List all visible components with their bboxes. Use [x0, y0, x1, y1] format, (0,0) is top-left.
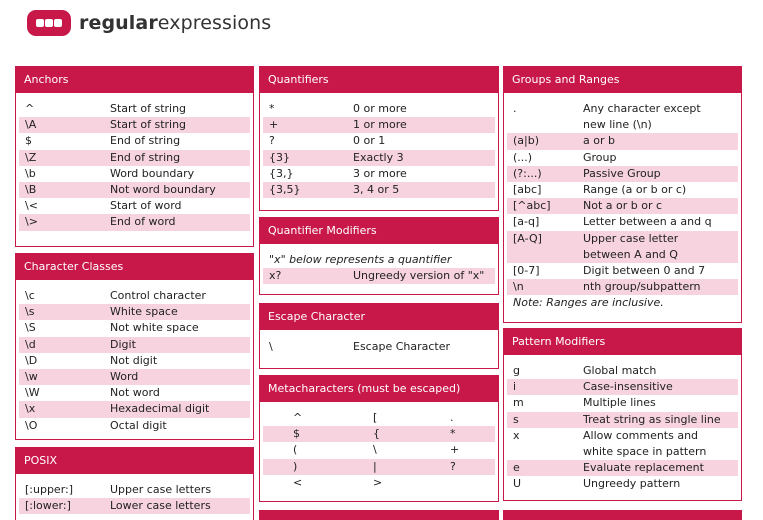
row-description: new line (\n)	[583, 118, 652, 132]
row-code: g	[513, 364, 520, 377]
row-code: s	[513, 412, 519, 426]
row-description: Letter between a and q	[583, 215, 712, 229]
row-description: Start of word	[110, 199, 182, 213]
table-row	[19, 166, 250, 182]
row-description: 3 or more	[353, 166, 407, 180]
logo-wordmark	[79, 12, 271, 34]
quantifier-modifiers-panel	[259, 217, 499, 295]
row-description: Treat string as single line	[583, 412, 721, 426]
row-description: nth group/subpattern	[583, 280, 701, 294]
row-description: white space in pattern	[583, 444, 707, 458]
metacharacter-cell: {	[373, 427, 380, 441]
row-code: \b	[25, 166, 36, 180]
row-description: 0 or 1	[353, 134, 386, 148]
metacharacters-title: Metacharacters (must be escaped)	[260, 376, 498, 402]
table-row	[19, 150, 250, 166]
metacharacter-cell: $	[293, 427, 300, 441]
row-description: between A and Q	[583, 247, 678, 261]
metacharacter-row	[263, 410, 495, 426]
anchors-panel	[15, 66, 254, 247]
table-row	[507, 133, 738, 149]
pattern-modifiers-panel	[503, 328, 742, 501]
groups-ranges-table	[507, 101, 738, 295]
row-code	[507, 117, 583, 133]
row-description: Digit between 0 and 7	[583, 263, 706, 277]
table-row	[19, 385, 250, 401]
special-characters-panel	[259, 510, 499, 520]
quantifiers-title: Quantifiers	[260, 67, 498, 93]
logo-word-regular: regular	[79, 12, 158, 34]
row-description: Allow comments and	[583, 428, 699, 442]
quantifier-modifiers-note: "x" below represents a quantifier	[269, 253, 452, 266]
row-code: \W	[25, 386, 40, 400]
metacharacter-cell: )	[293, 459, 298, 473]
logo-icon	[27, 10, 71, 36]
row-code: \<	[25, 199, 38, 213]
row-code: m	[513, 396, 524, 410]
groups-ranges-body	[504, 93, 741, 311]
row-code: ?	[269, 134, 275, 148]
row-description: Not white space	[110, 321, 199, 335]
table-row	[19, 418, 250, 434]
row-description: Upper case letter	[583, 231, 679, 245]
row-code: +	[269, 118, 279, 132]
metacharacter-cell: <	[293, 475, 303, 489]
row-code: x?	[269, 269, 282, 283]
table-row	[507, 214, 738, 230]
row-description: Lower case letters	[110, 499, 211, 513]
metacharacters-panel	[259, 375, 499, 502]
row-code: (a|b)	[513, 134, 540, 148]
row-description: Digit	[110, 337, 136, 351]
table-row	[507, 247, 738, 263]
row-description: 1 or more	[353, 118, 407, 132]
row-code: {3,}	[269, 166, 294, 180]
table-row	[19, 482, 250, 498]
table-row	[507, 198, 738, 214]
metacharacter-cell: (	[293, 443, 298, 457]
table-row	[507, 460, 738, 476]
row-description: Escape Character	[353, 340, 451, 353]
metacharacter-cell: ?	[450, 459, 456, 473]
metacharacter-row	[263, 459, 495, 475]
row-description: Hexadecimal digit	[110, 402, 210, 416]
row-code: U	[513, 477, 522, 491]
row-code: [0-7]	[513, 263, 540, 277]
metacharacter-cell	[450, 475, 499, 491]
row-code: [:upper:]	[25, 483, 74, 496]
table-row	[19, 182, 250, 198]
row-code	[507, 444, 583, 460]
row-description: Control character	[110, 289, 206, 302]
table-row	[19, 214, 250, 230]
table-row	[507, 395, 738, 411]
row-description: Group	[583, 150, 617, 164]
row-code: i	[513, 380, 517, 394]
row-code: \Z	[25, 150, 37, 164]
row-description: Not word boundary	[110, 182, 216, 196]
anchors-table	[16, 93, 253, 231]
row-description: Word boundary	[110, 166, 195, 180]
row-description: Octal digit	[110, 418, 167, 432]
row-description: White space	[110, 305, 178, 319]
table-row	[19, 117, 250, 133]
table-row	[19, 101, 250, 117]
metacharacter-cell: >	[373, 475, 383, 489]
row-description: Not a or b or c	[583, 199, 663, 213]
row-description: Multiple lines	[583, 396, 656, 410]
pattern-modifiers-title: Pattern Modifiers	[504, 329, 741, 355]
row-description: Exactly 3	[353, 150, 404, 164]
table-row	[263, 117, 495, 133]
row-description: Start of string	[110, 118, 187, 132]
row-code: {3,5}	[269, 182, 301, 196]
table-row	[263, 133, 495, 149]
logo[interactable]	[27, 10, 271, 36]
metacharacter-cell: \	[373, 443, 377, 457]
metacharacter-cell: ^	[293, 411, 303, 424]
groups-ranges-note: Note: Ranges are inclusive.	[513, 296, 664, 310]
table-row	[507, 150, 738, 166]
metacharacter-row	[263, 442, 495, 458]
table-row	[263, 339, 495, 355]
metacharacter-cell: +	[450, 443, 460, 457]
metacharacters-grid	[260, 402, 498, 491]
row-code: \>	[25, 215, 38, 229]
row-code: e	[513, 461, 520, 475]
row-code: \d	[25, 337, 36, 351]
groups-ranges-panel	[503, 66, 742, 323]
table-row	[507, 279, 738, 295]
table-row	[19, 353, 250, 369]
row-code: \n	[513, 280, 524, 294]
special-characters-title	[260, 511, 498, 520]
row-description: 0 or more	[353, 102, 407, 115]
pattern-modifiers-table	[504, 355, 741, 493]
row-description: Any character except	[583, 102, 701, 115]
row-description: Not digit	[110, 353, 158, 367]
row-code: [A-Q]	[513, 231, 542, 245]
row-code: [:lower:]	[25, 499, 71, 513]
row-description: Global match	[583, 364, 657, 377]
quantifier-modifiers-table	[263, 268, 495, 284]
row-code: \S	[25, 321, 36, 335]
row-description: Range (a or b or c)	[583, 182, 687, 196]
row-code: {3}	[269, 150, 290, 164]
row-description: Ungreedy version of "x"	[353, 269, 485, 283]
table-row	[19, 288, 250, 304]
quantifier-modifiers-body	[260, 244, 498, 284]
metacharacter-cell: |	[373, 459, 377, 473]
row-description: Evaluate replacement	[583, 461, 704, 475]
anchors-title: Anchors	[16, 67, 253, 93]
table-row	[507, 166, 738, 182]
table-row	[263, 101, 495, 117]
character-classes-panel	[15, 253, 254, 440]
table-row	[19, 498, 250, 514]
table-row	[19, 304, 250, 320]
posix-panel	[15, 447, 254, 520]
table-row	[507, 182, 738, 198]
row-code: \w	[25, 369, 38, 383]
quantifiers-table	[260, 93, 498, 198]
row-code: ^	[25, 102, 35, 115]
quantifiers-panel	[259, 66, 499, 211]
metacharacter-cell: *	[450, 427, 456, 441]
character-classes-title: Character Classes	[16, 254, 253, 280]
escape-character-title: Escape Character	[260, 304, 498, 330]
row-code: .	[513, 102, 517, 115]
character-classes-table	[16, 280, 253, 434]
row-code: \c	[25, 289, 35, 302]
table-row	[19, 401, 250, 417]
table-row	[263, 150, 495, 166]
logo-word-expressions: expressions	[157, 12, 272, 34]
table-row	[507, 379, 738, 395]
row-code: $	[25, 134, 32, 148]
groups-ranges-title: Groups and Ranges	[504, 67, 741, 93]
row-description: Word	[110, 369, 139, 383]
table-row	[507, 363, 738, 379]
row-description: Start of string	[110, 102, 187, 115]
escape-character-table	[260, 330, 498, 355]
row-description: Ungreedy pattern	[583, 477, 681, 491]
row-code: \O	[25, 418, 38, 432]
table-row	[507, 428, 738, 444]
row-code: *	[269, 102, 275, 115]
row-code: (...)	[513, 150, 533, 164]
table-row	[263, 166, 495, 182]
row-code: (?:...)	[513, 166, 542, 180]
table-row	[507, 231, 738, 247]
row-code: \D	[25, 353, 38, 367]
row-code: [^abc]	[513, 199, 551, 213]
table-row	[19, 369, 250, 385]
string-replacement-title	[504, 511, 741, 520]
table-row	[263, 268, 495, 284]
posix-table	[16, 474, 253, 514]
row-description: 3, 4 or 5	[353, 182, 400, 196]
row-code: [a-q]	[513, 215, 540, 229]
string-replacement-panel	[503, 510, 742, 520]
row-code: \s	[25, 305, 35, 319]
row-description: Case-insensitive	[583, 380, 673, 394]
row-description: End of string	[110, 134, 181, 148]
metacharacter-cell: [	[373, 411, 378, 424]
metacharacter-row	[263, 475, 495, 491]
row-description: End of word	[110, 215, 176, 229]
table-row	[507, 101, 738, 117]
row-description: End of string	[110, 150, 181, 164]
row-code: x	[513, 428, 520, 442]
row-code: \B	[25, 182, 37, 196]
row-code: \A	[25, 118, 37, 132]
row-description: Upper case letters	[110, 483, 212, 496]
table-row	[507, 476, 738, 492]
row-code: \	[269, 340, 273, 353]
posix-title: POSIX	[16, 448, 253, 474]
row-code: [abc]	[513, 182, 542, 196]
table-row	[263, 182, 495, 198]
row-description: Passive Group	[583, 166, 661, 180]
table-row	[507, 444, 738, 460]
table-row	[507, 263, 738, 279]
quantifier-modifiers-title: Quantifier Modifiers	[260, 218, 498, 244]
metacharacter-row	[263, 426, 495, 442]
table-row	[507, 412, 738, 428]
metacharacter-cell: .	[450, 411, 454, 424]
table-row	[507, 117, 738, 133]
table-row	[19, 337, 250, 353]
row-description: a or b	[583, 134, 615, 148]
row-code: \x	[25, 402, 36, 416]
table-row	[19, 320, 250, 336]
escape-character-panel	[259, 303, 499, 369]
table-row	[19, 133, 250, 149]
row-description: Not word	[110, 386, 160, 400]
table-row	[19, 198, 250, 214]
row-code	[507, 247, 583, 263]
